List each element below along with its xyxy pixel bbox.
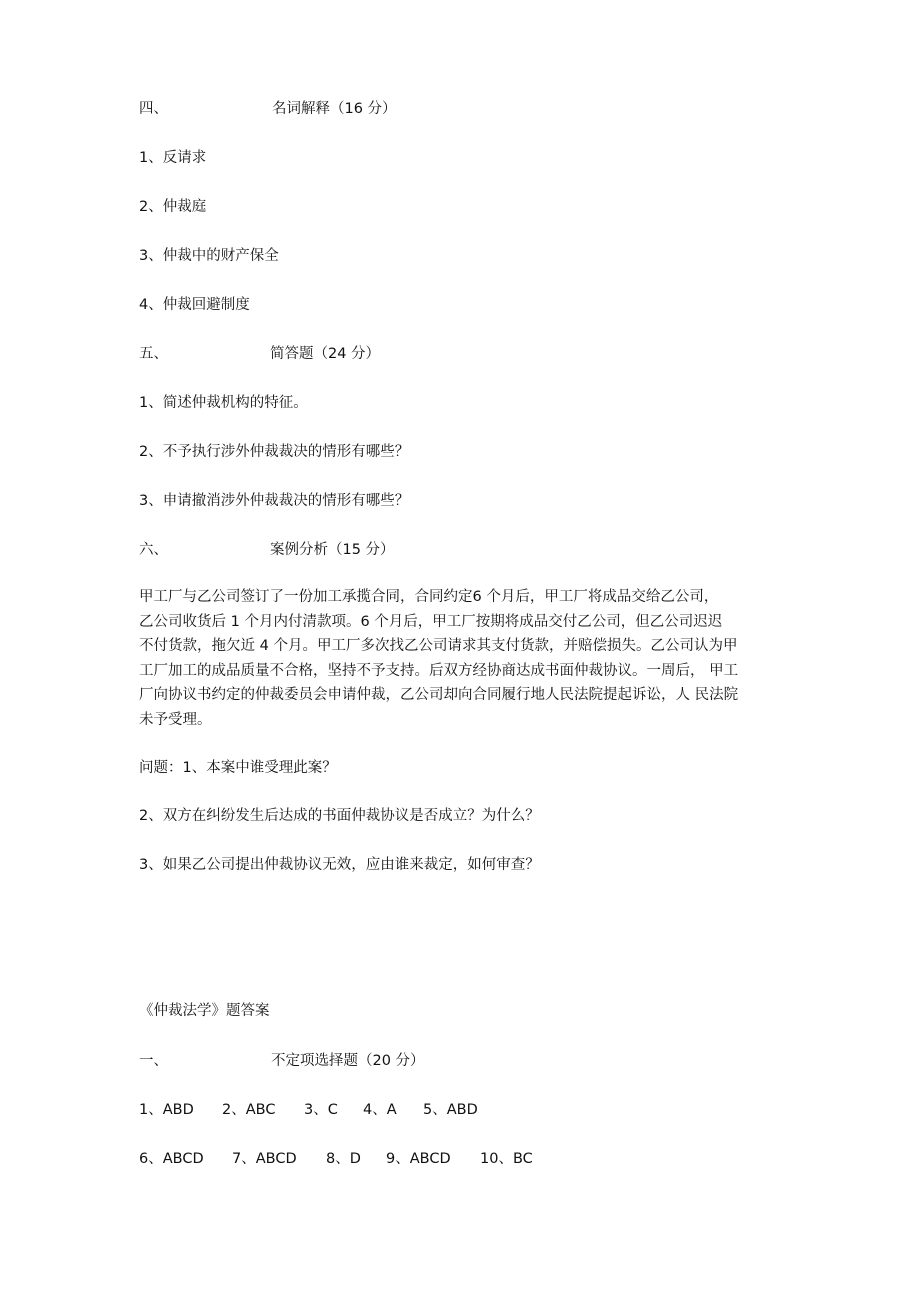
section4-heading [139, 99, 397, 119]
section4-item-3: 3、仲裁中的财产保全 [139, 248, 279, 264]
answer-item: 4、A [363, 1102, 397, 1118]
section5-item-3: 3、申请撤消涉外仲裁裁决的情形有哪些？ [139, 493, 410, 509]
answer-item: 8、D [326, 1151, 361, 1167]
section5-item-2: 2、不予执行涉外仲裁裁决的情形有哪些？ [139, 444, 410, 460]
answer-item: 5、ABD [423, 1102, 478, 1118]
section4-title: 名词解释（16 分） [272, 101, 397, 117]
section5-item-1: 1、简述仲裁机构的特征。 [139, 395, 308, 411]
answer-item: 1、ABD [139, 1102, 194, 1118]
section4-item-1: 1、反请求 [139, 150, 207, 166]
case-question-2: 2、双方在纠纷发生后达成的书面仲裁协议是否成立？为什么？ [139, 808, 540, 824]
answers-section1-number: 一、 [139, 1053, 168, 1069]
answers-heading: 《仲裁法学》题答案 [139, 1003, 270, 1019]
answers-section1-title: 不定项选择题（20 分） [271, 1053, 425, 1069]
answer-item: 7、ABCD [232, 1151, 297, 1167]
case-line-5: 厂向协议书约定的仲裁委员会申请仲裁，乙公司却向合同履行地人民法院提起诉讼，人 民法院 [139, 687, 739, 703]
section5-title: 简答题（24 分） [270, 346, 381, 362]
case-paragraph [139, 585, 799, 732]
case-line-2: 乙公司收货后 1 个月内付清款项。6 个月后，甲工厂按期将成品交付乙公司，但乙公司迟迟 [139, 613, 723, 630]
case-line-6: 未予受理。 [139, 711, 212, 728]
section4-number: 四、 [139, 101, 168, 117]
answer-item: 9、ABCD [386, 1151, 451, 1167]
section5-number: 五、 [139, 346, 168, 362]
case-question-3: 3、如果乙公司提出仲裁协议无效，应由谁来裁定，如何审查？ [139, 857, 540, 873]
case-line-4: 工厂加工的成品质量不合格，坚持不予支持。后双方经协商达成书面仲裁协议。一周后， 甲工 [139, 662, 739, 679]
case-line-3: 不付货款，拖欠近 4 个月。甲工厂多次找乙公司请求其支付货款，并赔偿损失。乙公司认为甲 [139, 638, 738, 654]
answers-section1-heading [139, 1051, 425, 1071]
section6-number: 六、 [139, 542, 168, 558]
answer-item: 6、ABCD [139, 1151, 204, 1167]
section4-item-4: 4、仲裁回避制度 [139, 297, 250, 313]
section5-heading [139, 344, 381, 364]
section4-item-2: 2、仲裁庭 [139, 199, 207, 215]
answer-item: 3、C [304, 1102, 338, 1118]
section6-title: 案例分析（15 分） [270, 542, 395, 558]
case-question-1: 问题：1、本案中谁受理此案？ [139, 760, 337, 776]
answer-item: 10、BC [480, 1151, 533, 1167]
answer-item: 2、ABC [222, 1102, 276, 1118]
section6-heading [139, 540, 395, 560]
case-line-1: 甲工厂与乙公司签订了一份加工承揽合同，合同约定6 个月后，甲工厂将成品交给乙公司， [139, 589, 719, 605]
